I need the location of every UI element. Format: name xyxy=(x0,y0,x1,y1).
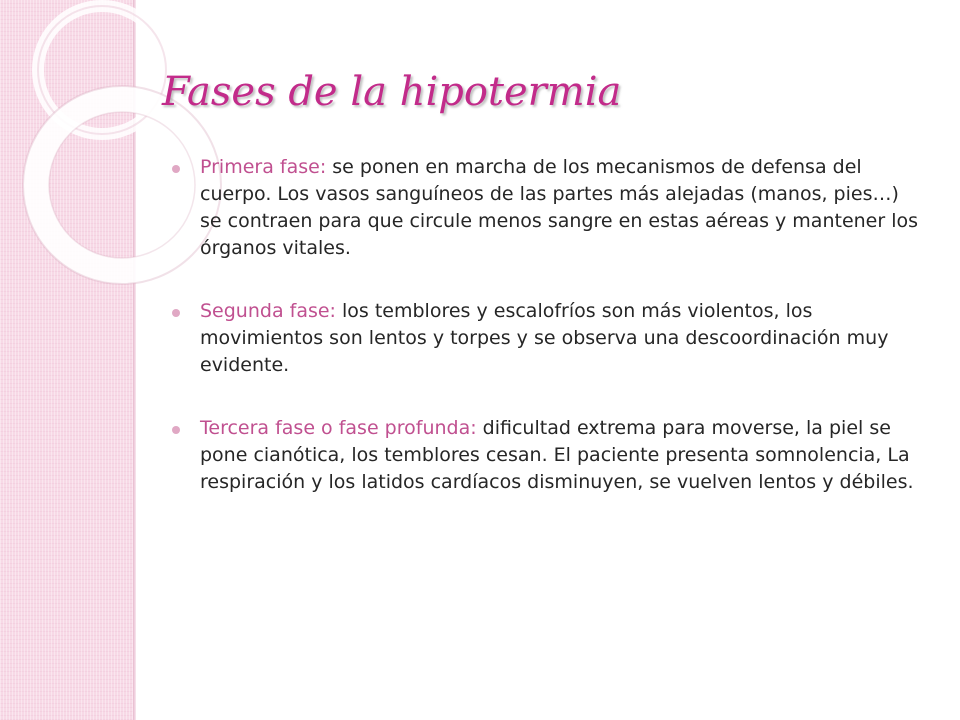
bullet-dot-icon xyxy=(172,165,180,173)
slide-title: Fases de la hipotermia xyxy=(162,69,622,115)
bullet-dot-icon xyxy=(172,309,180,317)
item-term: Tercera fase o fase profunda: xyxy=(200,417,477,439)
item-text: los temblores y escalofríos son más violentos, los movimientos son lentos y torpes y se observa una descoordinación muy evidente. xyxy=(200,300,889,376)
list-item-primera-fase xyxy=(172,154,922,262)
list-item-tercera-fase xyxy=(172,415,922,496)
list-item-segunda-fase xyxy=(172,298,922,379)
item-term: Primera fase: xyxy=(200,156,327,178)
bullet-list xyxy=(172,154,922,532)
item-text: se ponen en marcha de los mecanismos de defensa del cuerpo. Los vasos sanguíneos de las partes más alejadas (manos, pies…) se contraen para que circule menos sangre en estas aéreas y mantener los órganos vitales. xyxy=(200,156,919,259)
item-term: Segunda fase: xyxy=(200,300,336,322)
item-text: dificultad extrema para moverse, la piel se pone cianótica, los temblores cesan. El paciente presenta somnolencia, La respiración y los latidos cardíacos disminuyen, se vuelven lentos y débiles. xyxy=(200,417,914,493)
bullet-dot-icon xyxy=(172,426,180,434)
